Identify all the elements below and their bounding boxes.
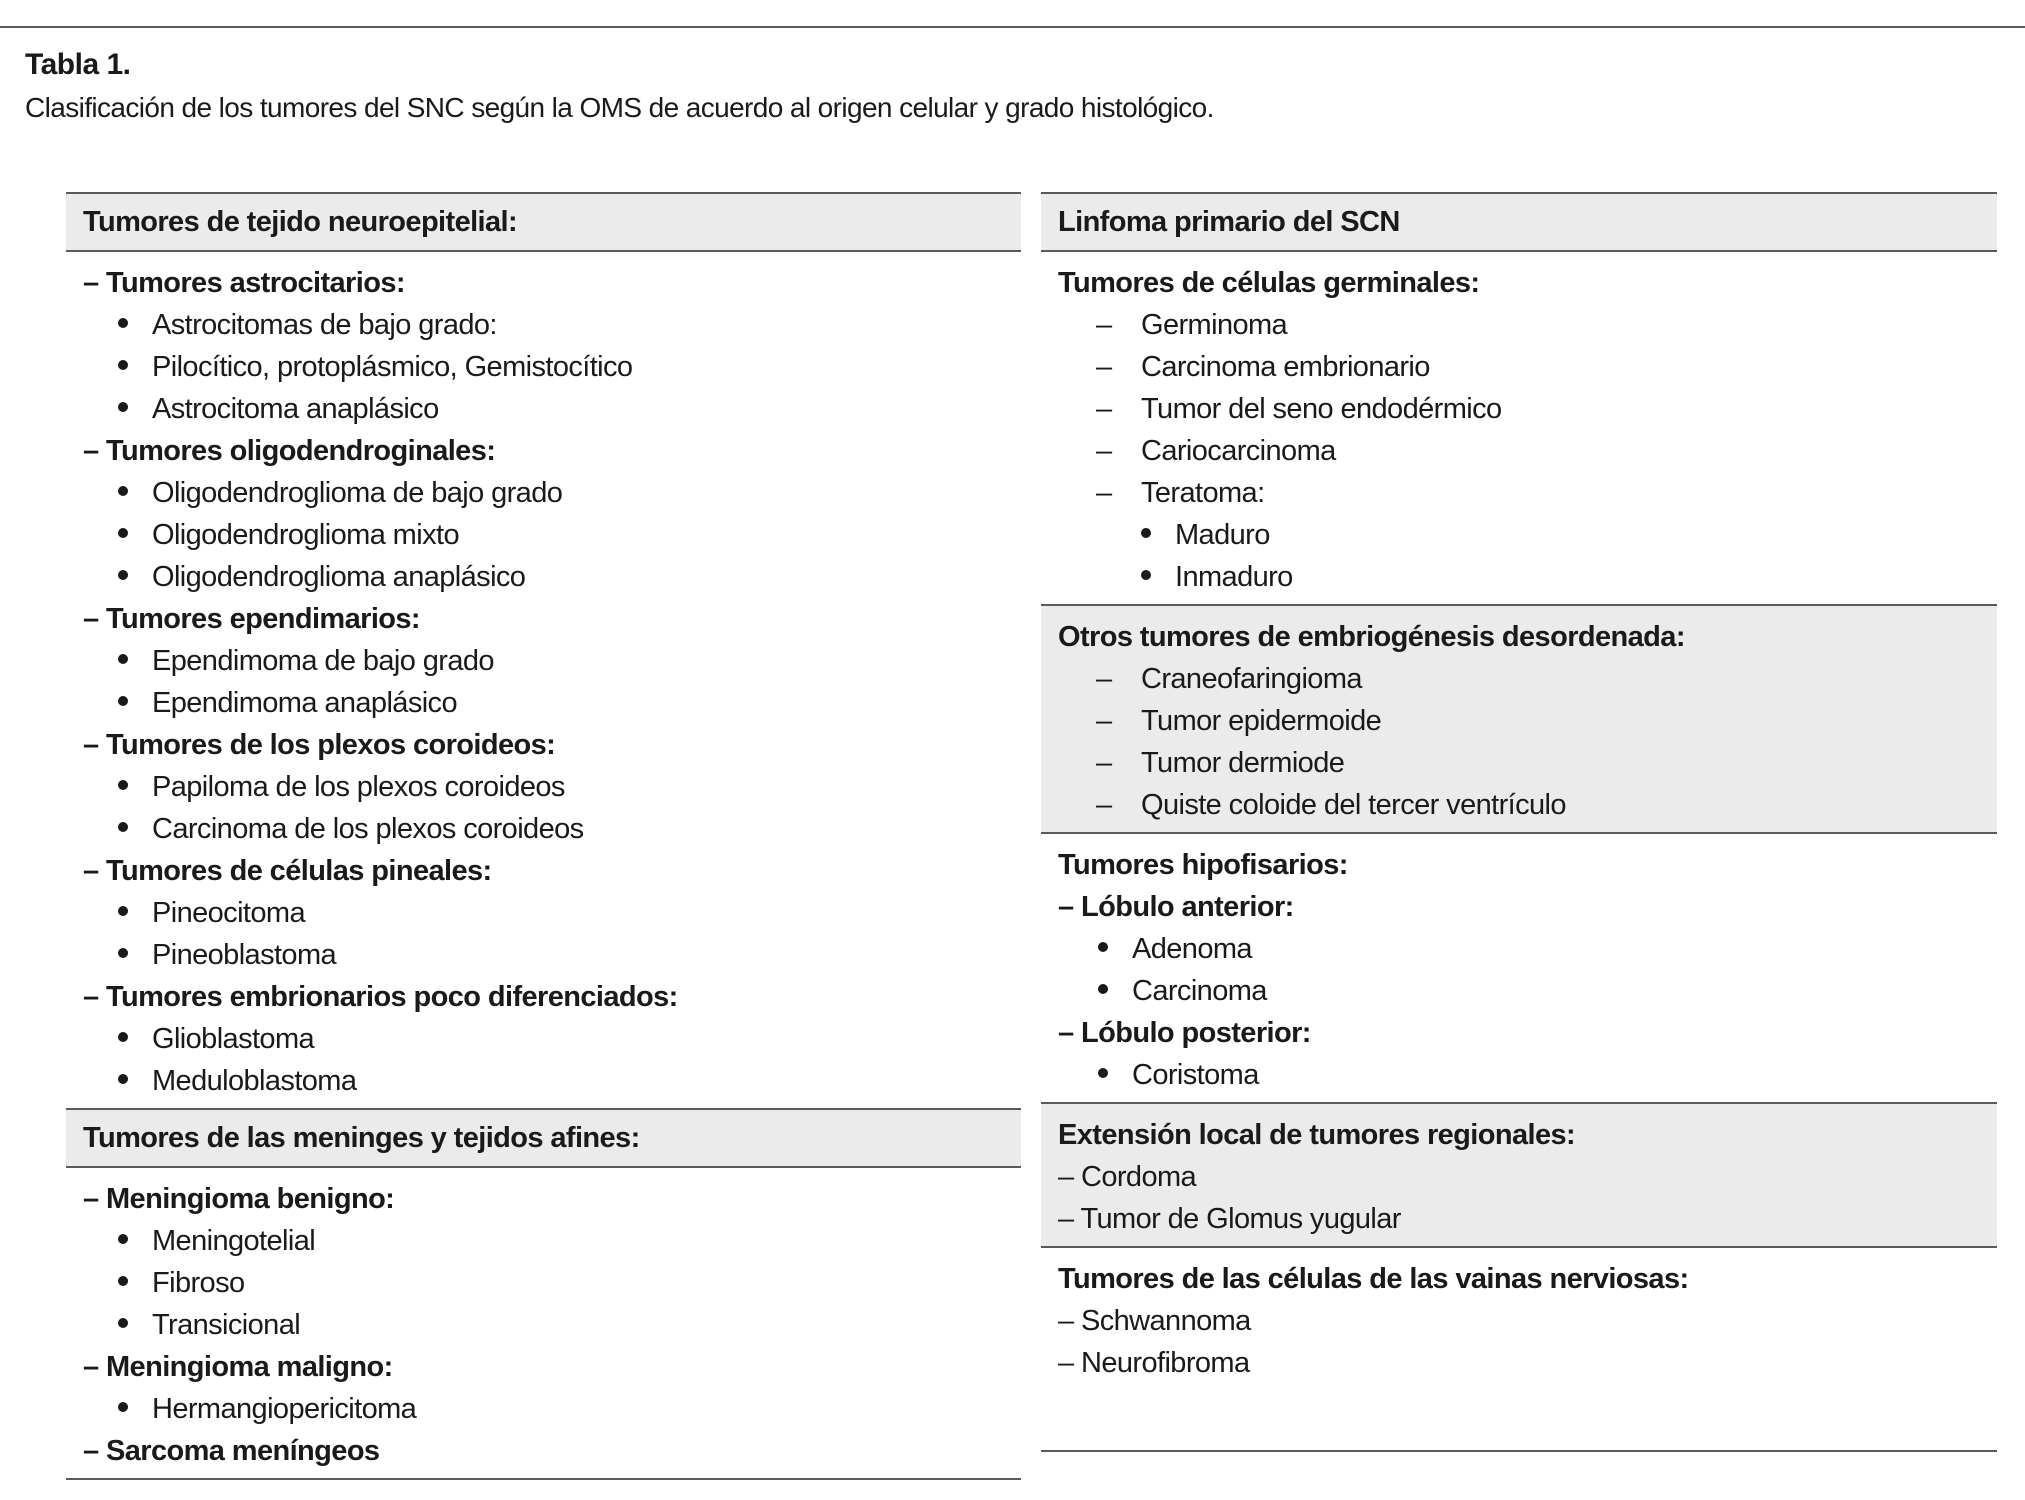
list-item: Meningotelial — [66, 1220, 1021, 1262]
list-item: – Schwannoma — [1058, 1305, 1251, 1337]
bullet-icon — [118, 1234, 128, 1244]
list-item: Astrocitomas de bajo grado: — [66, 304, 1021, 346]
bullet-icon — [118, 1402, 128, 1412]
section-header: Linfoma primario del SCN — [1041, 194, 1997, 252]
section-extension — [1041, 1104, 1997, 1248]
bullet-icon — [118, 402, 128, 412]
list-item: Adenoma — [1041, 928, 1997, 970]
bullet-icon — [118, 570, 128, 580]
group-title: – Tumores ependimarios: — [83, 603, 420, 635]
bullet-icon — [1141, 570, 1151, 580]
bullet-icon — [1098, 942, 1108, 952]
group-title: – Tumores embrionarios poco diferenciados: — [83, 981, 678, 1013]
section-meninges — [66, 1110, 1021, 1480]
bullet-icon — [118, 696, 128, 706]
section-hipofisarios — [1041, 834, 1997, 1104]
list-item: Meduloblastoma — [66, 1060, 1021, 1102]
list-item: Oligodendroglioma mixto — [66, 514, 1021, 556]
list-item: Carcinoma — [1041, 970, 1997, 1012]
subgroup-title: – Lóbulo posterior: — [1058, 1017, 1311, 1049]
bullet-icon — [118, 318, 128, 328]
left-column — [66, 192, 1021, 1480]
list-item: Oligodendroglioma de bajo grado — [66, 472, 1021, 514]
list-item: Ependimoma anaplásico — [66, 682, 1021, 724]
list-item: Astrocitoma anaplásico — [66, 388, 1021, 430]
bullet-icon — [1098, 1068, 1108, 1078]
list-item: – Carcinoma embrionario — [1096, 351, 1430, 383]
group-title: Tumores hipofisarios: — [1058, 849, 1348, 881]
list-item: – Craneofaringioma — [1096, 663, 1362, 695]
list-item: – Tumor epidermoide — [1096, 705, 1382, 737]
group-title: – Tumores de los plexos coroideos: — [83, 729, 556, 761]
section-germinales — [1041, 252, 1997, 606]
section-header: Tumores de las meninges y tejidos afines: — [66, 1110, 1021, 1168]
group-title: Tumores de células germinales: — [1058, 267, 1480, 299]
list-item: Carcinoma de los plexos coroideos — [66, 808, 1021, 850]
bullet-icon — [118, 360, 128, 370]
bullet-icon — [118, 1074, 128, 1084]
bullet-icon — [118, 1318, 128, 1328]
list-item: – Cariocarcinoma — [1096, 435, 1336, 467]
list-item: Fibroso — [66, 1262, 1021, 1304]
list-item: Oligodendroglioma anaplásico — [66, 556, 1021, 598]
bullet-icon — [1098, 984, 1108, 994]
list-item: – Neurofibroma — [1058, 1347, 1250, 1379]
list-item: Pineocitoma — [66, 892, 1021, 934]
bullet-icon — [118, 1276, 128, 1286]
bullet-icon — [1141, 528, 1151, 538]
group-title: – Tumores oligodendroginales: — [83, 435, 496, 467]
list-item: – Tumor del seno endodérmico — [1096, 393, 1502, 425]
group-title: Tumores de las células de las vainas nerviosas: — [1058, 1263, 1689, 1295]
bullet-icon — [118, 654, 128, 664]
group-title: – Meningioma maligno: — [83, 1351, 393, 1383]
list-item: – Quiste coloide del tercer ventrículo — [1096, 789, 1566, 821]
bullet-icon — [118, 948, 128, 958]
list-item: – Teratoma: — [1096, 477, 1265, 509]
section-neuroepitelial — [66, 192, 1021, 1110]
bullet-icon — [118, 822, 128, 832]
list-item: Transicional — [66, 1304, 1021, 1346]
list-item: Pineoblastoma — [66, 934, 1021, 976]
list-item: – Cordoma — [1058, 1161, 1197, 1193]
list-item: – Germinoma — [1096, 309, 1288, 341]
bullet-icon — [118, 906, 128, 916]
table-caption: Clasificación de los tumores del SNC según la OMS de acuerdo al origen celular y grado histológico. — [25, 92, 1214, 123]
list-item: Hermangiopericitoma — [66, 1388, 1021, 1430]
top-rule — [0, 26, 2025, 28]
list-item: – Tumor dermiode — [1096, 747, 1345, 779]
section-header: Tumores de tejido neuroepitelial: — [66, 194, 1021, 252]
list-item: – Tumor de Glomus yugular — [1058, 1203, 1401, 1235]
bullet-icon — [118, 780, 128, 790]
list-item: Papiloma de los plexos coroideos — [66, 766, 1021, 808]
bullet-icon — [118, 1032, 128, 1042]
section-embriogenesis — [1041, 606, 1997, 834]
section-linfoma — [1041, 192, 1997, 252]
list-item: Ependimoma de bajo grado — [66, 640, 1021, 682]
bullet-icon — [118, 528, 128, 538]
group-title: – Tumores astrocitarios: — [83, 267, 405, 299]
group-title: Extensión local de tumores regionales: — [1058, 1119, 1576, 1151]
right-column — [1041, 192, 1997, 1452]
section-vainas — [1041, 1248, 1997, 1452]
list-item: Coristoma — [1041, 1054, 1997, 1096]
bullet-icon — [118, 486, 128, 496]
list-item: Inmaduro — [1041, 556, 1997, 598]
group-title: – Meningioma benigno: — [83, 1183, 395, 1215]
group-title: – Tumores de células pineales: — [83, 855, 492, 887]
list-item: Pilocítico, protoplásmico, Gemistocítico — [66, 346, 1021, 388]
table-title: Tabla 1. — [25, 48, 131, 81]
group-title: – Sarcoma meníngeos — [83, 1435, 380, 1467]
list-item: Glioblastoma — [66, 1018, 1021, 1060]
group-title: Otros tumores de embriogénesis desordenada: — [1058, 621, 1685, 653]
subgroup-title: – Lóbulo anterior: — [1058, 891, 1294, 923]
list-item: Maduro — [1041, 514, 1997, 556]
